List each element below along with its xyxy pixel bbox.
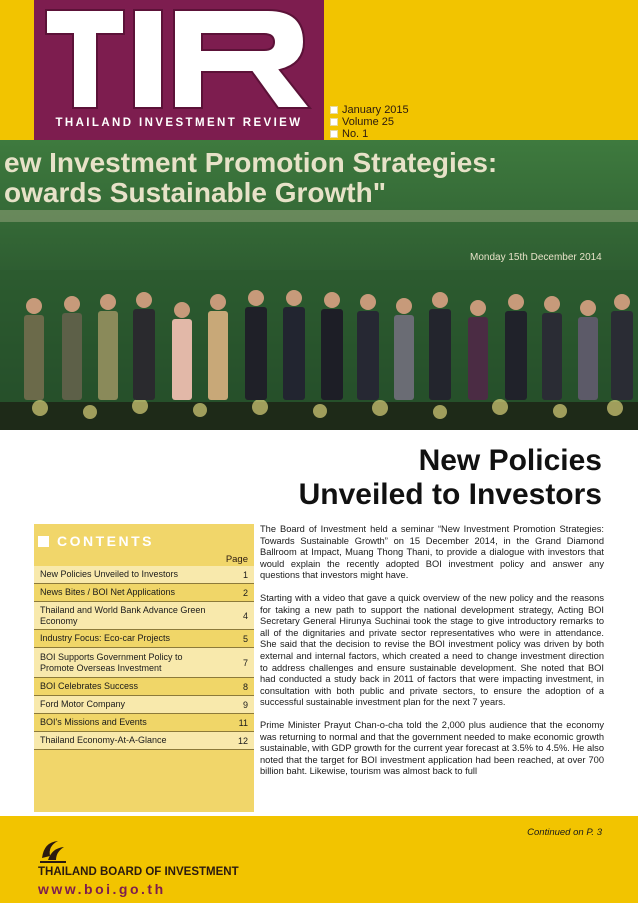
contents-item[interactable] bbox=[34, 678, 254, 696]
issue-number: No. 1 bbox=[330, 128, 409, 140]
contents-item-page: 5 bbox=[242, 633, 248, 644]
tir-logo bbox=[34, 0, 324, 140]
headline-line-2: Unveiled to Investors bbox=[298, 478, 602, 511]
cover-photo bbox=[0, 140, 638, 430]
masthead bbox=[0, 0, 638, 140]
issue-info bbox=[330, 104, 409, 140]
contents-item-title: BOI Supports Government Policy to Promote Overseas Investment bbox=[40, 651, 183, 673]
article-body bbox=[260, 524, 604, 789]
contents-item-title: New Policies Unveiled to Investors bbox=[40, 569, 179, 579]
article-paragraph: The Board of Investment held a seminar “New Investment Promotion Strategies: Towards Sustainable Growth” on 15 December 2014, in the Grand Diamond Ballroom at Impact, Muang Thong Thani, to provide a dialogue with investors that would explain the recently adopted BOI investment policy and answer any questions that investors might have. bbox=[260, 524, 604, 581]
contents-item-title: Ford Motor Company bbox=[40, 699, 126, 709]
contents-item-page: 8 bbox=[242, 681, 248, 692]
contents-item-page: 2 bbox=[242, 587, 248, 598]
contents-item[interactable] bbox=[34, 584, 254, 602]
contents-item[interactable] bbox=[34, 602, 254, 630]
banner-date: Monday 15th December 2014 bbox=[470, 252, 602, 263]
contents-item-page: 7 bbox=[242, 657, 248, 668]
contents-item-title: Industry Focus: Eco-car Projects bbox=[40, 633, 171, 643]
contents-item-page: 1 bbox=[242, 569, 248, 580]
banner-line-2: owards Sustainable Growth" bbox=[4, 177, 387, 208]
website-link[interactable]: www.boi.go.th bbox=[38, 881, 166, 897]
contents-panel bbox=[34, 524, 254, 812]
continued-note: Continued on P. 3 bbox=[527, 827, 602, 838]
square-bullet-icon bbox=[38, 536, 49, 547]
contents-item[interactable] bbox=[34, 696, 254, 714]
cover-photo-illustration bbox=[0, 140, 638, 430]
page-column-header: Page bbox=[225, 554, 248, 565]
contents-item[interactable] bbox=[34, 630, 254, 648]
contents-list bbox=[34, 566, 254, 750]
issue-date: January 2015 bbox=[330, 104, 409, 116]
issue-volume: Volume 25 bbox=[330, 116, 409, 128]
article-paragraph: Prime Minister Prayut Chan-o-cha told the 2,000 plus audience that the economy was returning to normal and that the government needed to make economic growth sustainable, with GDP growth for the current year forecast at 3.5% to 4.5%. He also noted that the target for BOI investment application had been reached, at over 700 billion baht. Likewise, tourism was almost back to full bbox=[260, 719, 604, 777]
contents-item-page: 4 bbox=[242, 610, 248, 621]
contents-item-page: 9 bbox=[242, 699, 248, 710]
contents-item-title: BOI Celebrates Success bbox=[40, 681, 139, 691]
contents-item[interactable] bbox=[34, 566, 254, 584]
contents-item[interactable] bbox=[34, 714, 254, 732]
tir-logo-letters bbox=[42, 4, 316, 112]
article-paragraph: Starting with a video that gave a quick overview of the new policy and the reasons for taking a new path to support the national development strategy, Acting BOI Secretary General Hirunya Suchinai took the stage to give introductory remarks to all of the dignitaries and private sector representatives who were in attendance. She said that the decision to revise the BOI investment policy was driven by both external and internal factors, which created a need to change investment direction to address challenges and ensure sustainable development. She noted that BOI had conducted a study back in 2011 of factors that were impacting investment, in consultation with both public and private sectors, to ensure the adoption of a successful sustainable investment plan for the next 7 years. bbox=[260, 592, 604, 708]
contents-heading: CONTENTS bbox=[38, 533, 154, 549]
headline-line-1: New Policies bbox=[418, 444, 602, 477]
contents-item-title: Thailand and World Bank Advance Green Economy bbox=[40, 604, 206, 626]
contents-item-title: BOI's Missions and Events bbox=[40, 717, 147, 727]
banner-line-1: ew Investment Promotion Strategies: bbox=[4, 147, 498, 178]
organization-name: THAILAND BOARD OF INVESTMENT bbox=[38, 866, 239, 878]
contents-item-page: 12 bbox=[237, 735, 248, 746]
article-headline bbox=[299, 444, 602, 512]
contents-item-title: Thailand Economy-At-A-Glance bbox=[40, 735, 167, 745]
contents-item[interactable] bbox=[34, 648, 254, 678]
footer bbox=[0, 816, 638, 903]
contents-item-title: News Bites / BOI Net Applications bbox=[40, 587, 176, 597]
boi-emblem-icon bbox=[38, 838, 68, 864]
contents-item[interactable] bbox=[34, 732, 254, 750]
logo-tagline: THAILAND INVESTMENT REVIEW bbox=[55, 117, 303, 129]
contents-item-page: 11 bbox=[238, 717, 248, 728]
